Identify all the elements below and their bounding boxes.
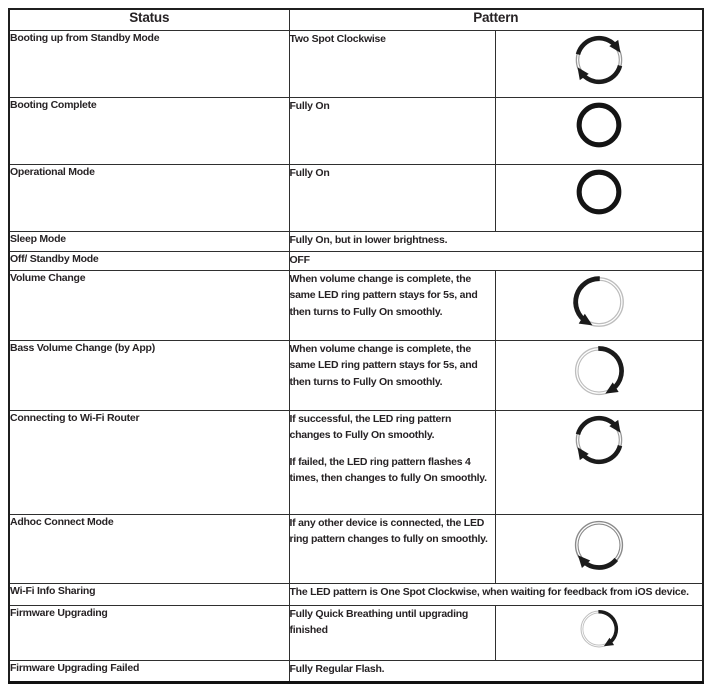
table-row [9, 661, 703, 683]
table-row [9, 606, 703, 661]
pattern-text-cell [289, 98, 495, 165]
table-row [9, 411, 703, 515]
status-cell: Booting Complete [9, 98, 289, 165]
table-row [9, 98, 703, 165]
pattern-text-cell [289, 165, 495, 232]
pattern-text: Fully On, but in lower brightness. [289, 234, 448, 246]
table-row [9, 31, 703, 98]
one-arrow-counterclockwise-icon [496, 271, 703, 333]
table-row [9, 232, 703, 252]
pattern-text-cell [289, 584, 703, 606]
status-cell: Booting up from Standby Mode [9, 31, 289, 98]
pattern-text: OFF [289, 254, 310, 266]
status-cell: Adhoc Connect Mode [9, 515, 289, 584]
table-body [9, 31, 703, 683]
pattern-icon-cell [495, 165, 703, 232]
status-cell: Sleep Mode [9, 232, 289, 252]
status-cell: Volume Change [9, 271, 289, 341]
status-cell: Off/ Standby Mode [9, 252, 289, 271]
status-cell: Bass Volume Change (by App) [9, 341, 289, 411]
fully-on-ring-icon [496, 165, 703, 219]
pattern-icon-cell [495, 411, 703, 515]
status-column-header: Status [9, 9, 289, 31]
pattern-icon-cell [495, 606, 703, 661]
pattern-text: If failed, the LED ring pattern flashes 4 times, then changes to fully On smoothly. [289, 455, 487, 484]
status-cell: Firmware Upgrading [9, 606, 289, 661]
table-row [9, 271, 703, 341]
table-row [9, 252, 703, 271]
pattern-text-cell [289, 31, 495, 98]
pattern-text: Two Spot Clockwise [289, 33, 386, 45]
table-row [9, 584, 703, 606]
pattern-text: Fully On [289, 100, 330, 112]
pattern-text-cell [289, 411, 495, 515]
pattern-icon-cell [495, 31, 703, 98]
pattern-icon-cell [495, 341, 703, 411]
pattern-text-cell [289, 252, 703, 271]
pattern-text-cell [289, 341, 495, 411]
table-row [9, 341, 703, 411]
led-pattern-table [8, 8, 704, 684]
pattern-text: If successful, the LED ring pattern changes to Fully On smoothly. [289, 413, 452, 442]
pattern-column-header: Pattern [289, 9, 703, 31]
pattern-text-cell [289, 271, 495, 341]
status-cell: Firmware Upgrading Failed [9, 661, 289, 683]
pattern-text: When volume change is complete, the same LED ring pattern stays for 5s, and then turns to Fully On smoothly. [289, 273, 478, 318]
pattern-icon-cell [495, 515, 703, 584]
pattern-text: Fully Quick Breathing until upgrading finished [289, 608, 469, 637]
pattern-text: The LED pattern is One Spot Clockwise, when waiting for feedback from iOS device. [289, 586, 689, 598]
pattern-text-cell [289, 606, 495, 661]
one-spot-clockwise-icon [496, 515, 703, 575]
two-spot-clockwise-icon [496, 411, 703, 469]
header-row [9, 9, 703, 31]
fully-on-ring-icon [496, 98, 703, 152]
pattern-text-cell [289, 232, 703, 252]
pattern-icon-cell [495, 98, 703, 165]
pattern-text: When volume change is complete, the same LED ring pattern stays for 5s, and then turns to Fully On smoothly. [289, 343, 478, 388]
pattern-text-cell [289, 515, 495, 584]
table-row [9, 515, 703, 584]
status-cell: Operational Mode [9, 165, 289, 232]
one-arrow-clockwise-icon [496, 606, 703, 652]
pattern-text: If any other device is connected, the LED ring pattern changes to fully on smoothly. [289, 517, 488, 546]
one-arrow-clockwise-icon [496, 341, 703, 401]
table-row [9, 165, 703, 232]
pattern-icon-cell [495, 271, 703, 341]
pattern-text-cell [289, 661, 703, 683]
status-cell: Connecting to Wi-Fi Router [9, 411, 289, 515]
status-cell: Wi-Fi Info Sharing [9, 584, 289, 606]
two-spot-clockwise-icon [496, 31, 703, 89]
pattern-text: Fully Regular Flash. [289, 663, 385, 675]
pattern-text: Fully On [289, 167, 330, 179]
